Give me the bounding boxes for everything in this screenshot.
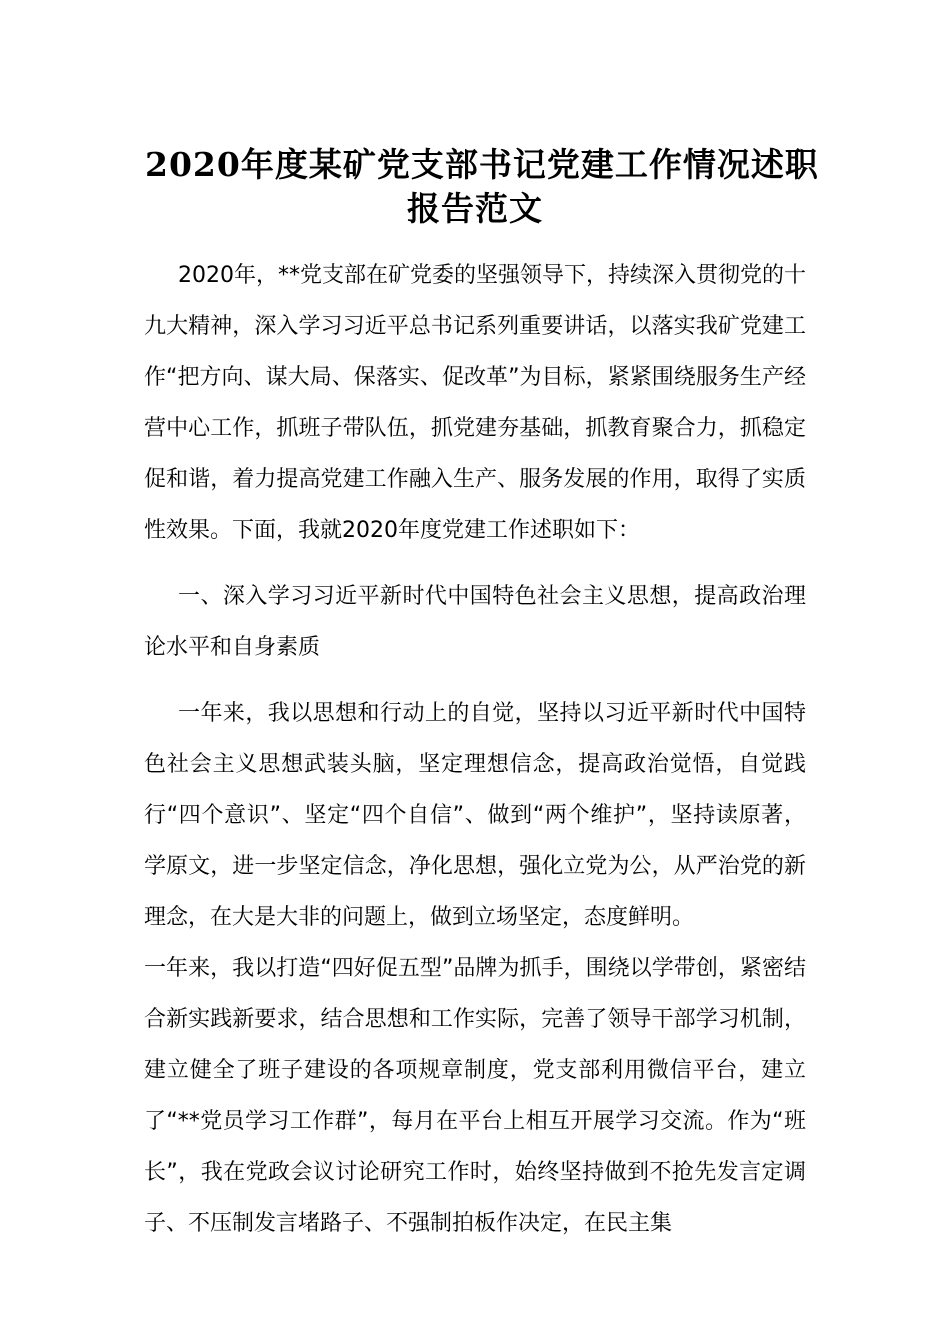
intro-paragraph: 2020年，**党支部在矿党委的坚强领导下，持续深入贯彻党的十九大精神，深入学习习近平总书记系列重要讲话，以落实我矿党建工作“把方向、谋大局、保落实、促改革”为目标，紧紧围绕服务生产经营中心工作，抓班子带队伍，抓党建夯基础，抓教育聚合力，抓稳定促和谐，着力提高党建工作融入生产、服务发展的作用，取得了实质性效果。下面，我就2020年度党建工作述职如下： bbox=[144, 263, 806, 543]
document-title bbox=[145, 143, 819, 231]
section-heading-1: 一、深入学习习近平新时代中国特色社会主义思想，提高政治理论水平和自身素质 bbox=[144, 584, 806, 660]
title-line-1: 2020年度某矿党支部书记党建工作情况述职 bbox=[145, 145, 819, 184]
title-line-2: 报告范文 bbox=[407, 189, 543, 228]
body-paragraph: 一年来，我以打造“四好促五型”品牌为抓手，围绕以学带创，紧密结合新实践新要求，结合思想和工作实际，完善了领导干部学习机制，建立健全了班子建设的各项规章制度，党支部利用微信平台，建立了“**党员学习工作群”，每月在平台上相互开展学习交流。作为“班长”，我在党政会议讨论研究工作时，始终坚持做到不抢先发言定调子、不压制发言堵路子、不强制拍板作决定，在民主集 bbox=[144, 956, 806, 1236]
document-body bbox=[144, 250, 806, 1249]
body-paragraph: 一年来，我以思想和行动上的自觉，坚持以习近平新时代中国特色社会主义思想武装头脑，坚定理想信念，提高政治觉悟，自觉践行“四个意识”、坚定“四个自信”、做到“两个维护”，坚持读原著，学原文，进一步坚定信念，净化思想，强化立党为公，从严治党的新理念，在大是大非的问题上，做到立场坚定，态度鲜明。 bbox=[144, 701, 806, 930]
